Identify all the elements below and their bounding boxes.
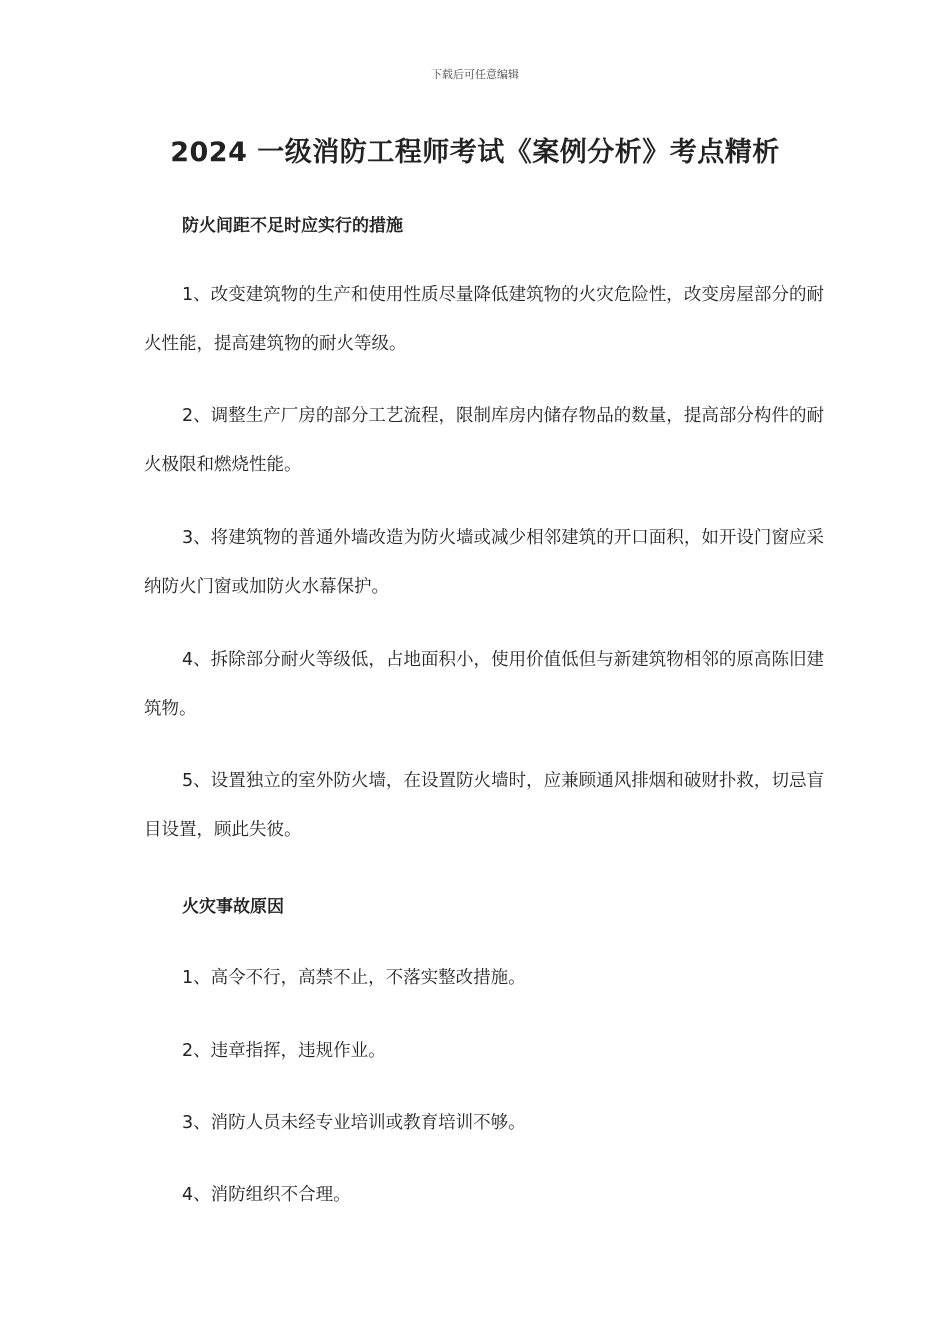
paragraph-item: 4、拆除部分耐火等级低，占地面积小，使用价值低但与新建筑物相邻的原高陈旧建筑物。 — [144, 650, 824, 719]
list-item: 3、消防人员未经专业培训或教育培训不够。 — [182, 1113, 526, 1133]
list-item: 2、违章指挥，违规作业。 — [182, 1041, 386, 1061]
paragraph-item: 1、改变建筑物的生产和使用性质尽量降低建筑物的火灾危险性，改变房屋部分的耐火性能，提高建筑物的耐火等级。 — [144, 285, 824, 354]
paragraph-item: 3、将建筑物的普通外墙改造为防火墙或减少相邻建筑的开口面积，如开设门窗应采纳防火门窗或加防火水幕保护。 — [144, 528, 824, 597]
header-note: 下载后可任意编辑 — [431, 68, 519, 81]
document-title: 2024 一级消防工程师考试《案例分析》考点精析 — [170, 137, 780, 168]
paragraph-item: 5、设置独立的室外防火墙，在设置防火墙时，应兼顾通风排烟和破财扑救，切忌盲目设置，顾此失彼。 — [144, 771, 824, 840]
section-heading-fire-causes: 火灾事故原因 — [182, 897, 284, 917]
paragraph-item: 2、调整生产厂房的部分工艺流程，限制库房内储存物品的数量，提高部分构件的耐火极限和燃烧性能。 — [144, 406, 824, 475]
section-heading-fire-spacing: 防火间距不足时应实行的措施 — [182, 216, 403, 236]
list-item: 4、消防组织不合理。 — [182, 1185, 351, 1205]
list-item: 1、高令不行，高禁不止，不落实整改措施。 — [182, 968, 526, 988]
